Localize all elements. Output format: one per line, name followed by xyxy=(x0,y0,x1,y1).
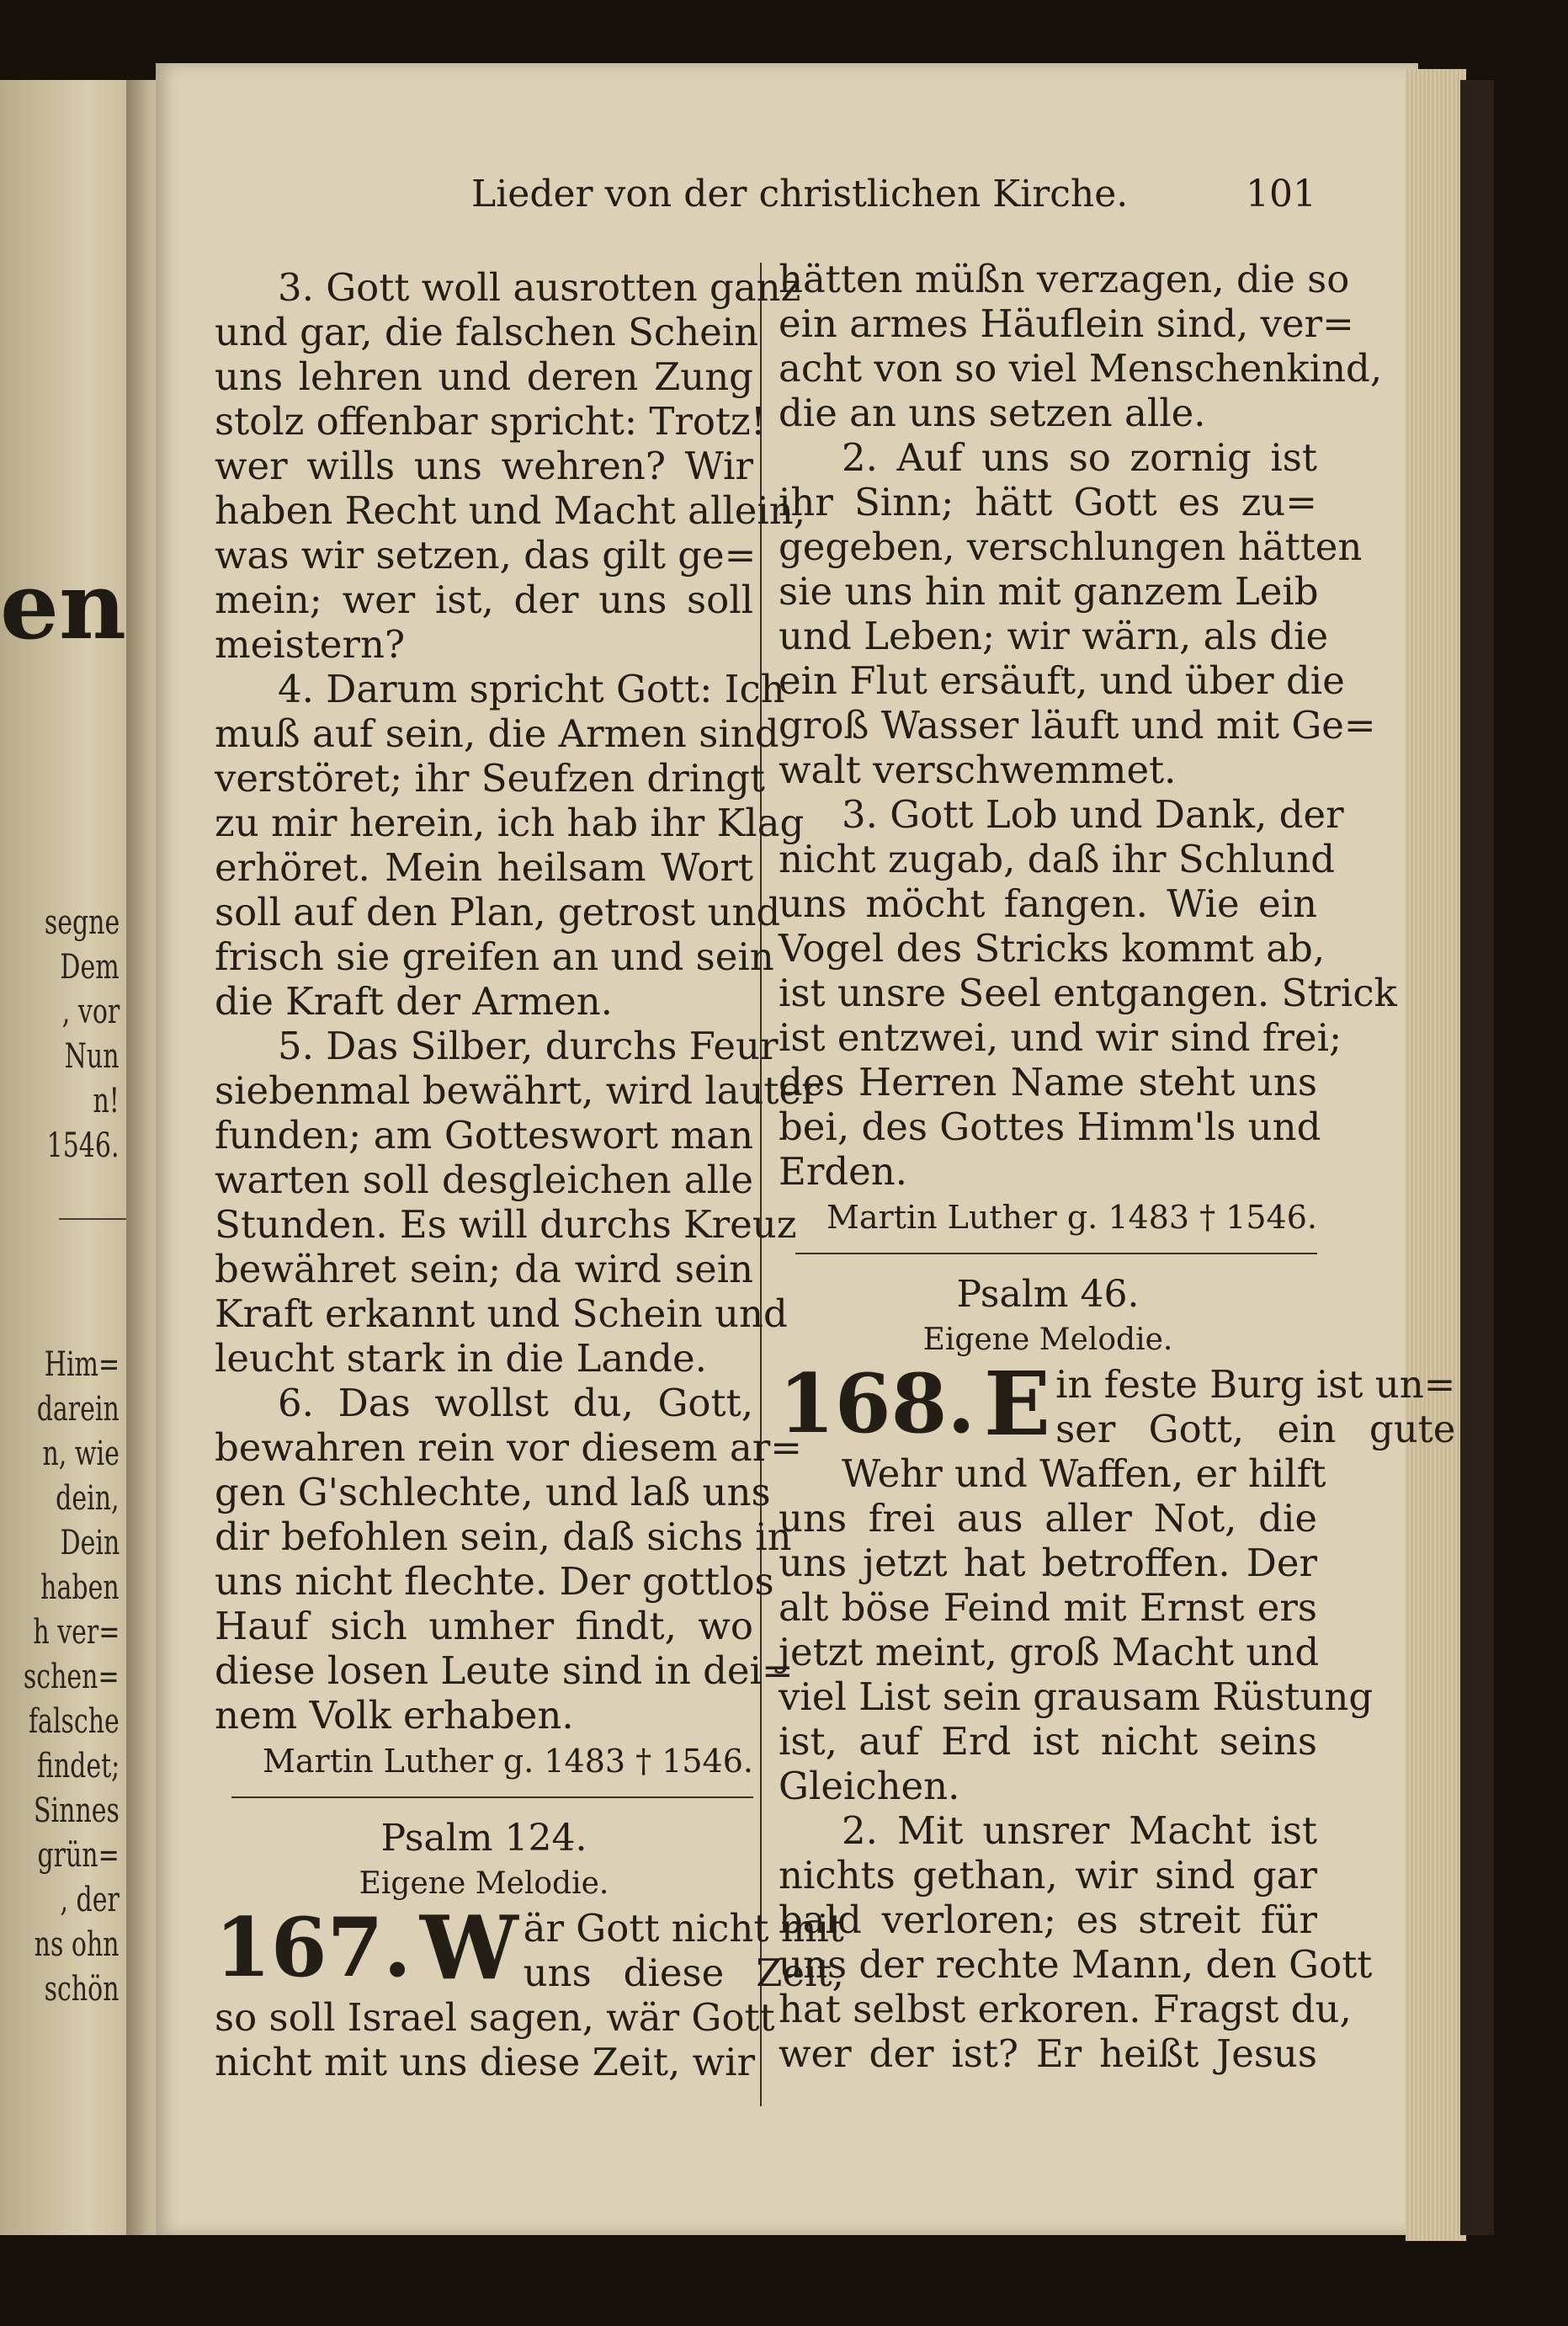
text-line: uns möcht fangen. Wie ein xyxy=(779,881,1317,926)
text-line: frisch sie greifen an und sein xyxy=(215,934,774,979)
left-page-rule xyxy=(59,1218,126,1220)
text-line: die Kraft der Armen. xyxy=(215,979,613,1024)
text-line: groß Wasser läuft und mit Ge= xyxy=(779,703,1376,748)
text-line: soll auf den Plan, getrost und xyxy=(215,890,781,934)
text-line: bewahren rein vor diesem ar= xyxy=(215,1425,802,1470)
fragment-line: 1546. xyxy=(47,1126,120,1165)
verse-2 xyxy=(779,435,1376,792)
fragment-line: , vor xyxy=(61,993,120,1031)
drop-cap: W xyxy=(419,1896,518,1999)
text-line: är Gott nicht mit xyxy=(523,1906,844,1951)
fragment-line: Nun xyxy=(65,1037,120,1076)
hymn-167-opening xyxy=(215,1896,844,1999)
text-line: des Herren Name steht uns xyxy=(779,1060,1317,1104)
text-line: jetzt meint, groß Macht und xyxy=(779,1630,1320,1674)
text-line: sie uns hin mit ganzem Leib xyxy=(779,569,1319,614)
text-line: so soll Israel sagen, wär Gott xyxy=(215,1995,775,2040)
text-line: zu mir herein, ich hab ihr Klag xyxy=(215,801,805,845)
text-line: 3. Gott woll ausrotten ganz xyxy=(278,265,801,310)
fragment-line: findet; xyxy=(36,1747,120,1786)
hymn-number: 167. xyxy=(215,1900,412,1995)
text-line: nicht mit uns diese Zeit, wir xyxy=(215,2040,756,2084)
text-line: funden; am Gotteswort man xyxy=(215,1113,753,1158)
section-rule xyxy=(795,1253,1317,1254)
text-line: 3. Gott Lob und Dank, der xyxy=(842,792,1344,837)
text-line: wer der ist? Er heißt Jesus xyxy=(779,2031,1317,2076)
verse-3 xyxy=(215,265,806,667)
melody-note: Eigene Melodie. xyxy=(359,1866,609,1901)
right-column xyxy=(779,257,1456,2076)
text-line: viel List sein grausam Rüstung xyxy=(779,1674,1374,1719)
book-cover xyxy=(1460,80,1494,2235)
fragment-line: dein, xyxy=(56,1479,120,1518)
text-line: acht von so viel Menschenkind, xyxy=(779,346,1383,391)
text-line: 4. Darum spricht Gott: Ich xyxy=(278,667,785,711)
fragment-line: ns ohn xyxy=(35,1925,120,1964)
text-line: 2. Mit unsrer Macht ist xyxy=(842,1808,1317,1853)
fragment-line: segne xyxy=(44,903,120,942)
verse-2b xyxy=(779,1808,1373,2076)
text-line: und gar, die falschen Schein xyxy=(215,310,759,354)
text-line: was wir setzen, das gilt ge= xyxy=(215,533,757,578)
fragment-line: n! xyxy=(93,1082,120,1120)
text-line: nichts gethan, wir sind gar xyxy=(779,1853,1317,1898)
text-line: meistern? xyxy=(215,622,406,667)
hymn-168-opening xyxy=(779,1352,1456,1456)
hymn-number: 168. xyxy=(779,1356,975,1451)
drop-cap: E xyxy=(983,1352,1051,1456)
text-line: die an uns setzen alle. xyxy=(779,391,1206,435)
text-line: bewähret sein; da wird sein xyxy=(215,1247,753,1291)
text-line: uns diese Zeit, xyxy=(523,1951,844,1995)
text-line: mein; wer ist, der uns soll xyxy=(215,578,753,622)
section-rule xyxy=(231,1796,753,1798)
text-line: gen G'schlechte, und laß uns xyxy=(215,1470,771,1514)
attribution: Martin Luther g. 1483 † 1546. xyxy=(262,1743,753,1780)
text-line: Wehr und Waffen, er hilft xyxy=(842,1451,1326,1496)
text-line: bald verloren; es streit für xyxy=(779,1898,1317,1942)
text-line: nicht zugab, daß ihr Schlund xyxy=(779,837,1336,881)
text-line: ein armes Häuflein sind, ver= xyxy=(779,301,1354,346)
text-line: haben Recht und Macht allein, xyxy=(215,488,806,533)
text-line: ist entzwei, und wir sind frei; xyxy=(779,1015,1342,1060)
text-line: walt verschwemmet. xyxy=(779,748,1177,792)
text-line: 2. Auf uns so zornig ist xyxy=(842,435,1317,480)
text-line: gegeben, verschlungen hätten xyxy=(779,524,1363,569)
fragment-line: , der xyxy=(60,1881,120,1919)
text-line: erhöret. Mein heilsam Wort xyxy=(215,845,753,890)
verse-6 xyxy=(215,1381,802,1738)
text-line: Hauf sich umher findt, wo xyxy=(215,1604,753,1648)
text-line: ist unsre Seel entgangen. Strick xyxy=(779,971,1397,1015)
text-line: Kraft erkannt und Schein und xyxy=(215,1291,788,1336)
text-line: hätten müßn verzagen, die so xyxy=(779,257,1350,301)
text-line: nem Volk erhaben. xyxy=(215,1693,574,1738)
text-line: Erden. xyxy=(779,1149,908,1194)
text-line: siebenmal bewährt, wird lauter xyxy=(215,1068,820,1113)
text-line: in feste Burg ist un= xyxy=(1055,1362,1456,1407)
column-divider xyxy=(760,263,762,2106)
text-line: verstöret; ihr Seufzen dringt xyxy=(215,756,766,801)
attribution: Martin Luther g. 1483 † 1546. xyxy=(826,1199,1317,1236)
text-line: Vogel des Stricks kommt ab, xyxy=(779,926,1326,971)
hymn-168-lines xyxy=(779,1451,1374,1808)
hymn-167-lines xyxy=(215,1995,775,2084)
left-page-large-text: en xyxy=(0,551,126,660)
melody-note: Eigene Melodie. xyxy=(922,1323,1173,1357)
fragment-line: Him= xyxy=(44,1345,120,1384)
text-line: uns jetzt hat betroffen. Der xyxy=(779,1541,1317,1585)
text-line: ist, auf Erd ist nicht seins xyxy=(779,1719,1317,1764)
text-line: Gleichen. xyxy=(779,1764,960,1808)
fragment-line: h ver= xyxy=(32,1613,120,1652)
text-line: hat selbst erkoren. Fragst du, xyxy=(779,1987,1352,2031)
text-line: ser Gott, ein gute xyxy=(1055,1407,1456,1451)
text-line: bei, des Gottes Himm'ls und xyxy=(779,1104,1321,1149)
fragment-line: darein xyxy=(36,1390,120,1429)
left-page-fragment xyxy=(0,80,126,2235)
verse-3 xyxy=(779,792,1397,1194)
verse-5 xyxy=(215,1024,820,1381)
text-line: ihr Sinn; hätt Gott es zu= xyxy=(779,480,1317,524)
text-line: uns lehren und deren Zung xyxy=(215,354,753,399)
fragment-line: Dem xyxy=(60,948,120,987)
psalm-heading: Psalm 124. xyxy=(380,1817,587,1860)
continuation xyxy=(779,257,1383,435)
text-line: 6. Das wollst du, Gott, xyxy=(278,1381,753,1425)
text-line: uns frei aus aller Not, die xyxy=(779,1496,1317,1541)
text-line: dir befohlen sein, daß sichs in xyxy=(215,1514,792,1559)
fragment-line: n, wie xyxy=(42,1434,120,1473)
text-line: alt böse Feind mit Ernst ers xyxy=(779,1585,1317,1630)
fragment-line: falsche xyxy=(29,1702,120,1741)
text-line: uns der rechte Mann, den Gott xyxy=(779,1942,1373,1987)
text-line: leucht stark in die Lande. xyxy=(215,1336,707,1381)
text-line: stolz offenbar spricht: Trotz! xyxy=(215,399,766,444)
text-line: uns nicht flechte. Der gottlos xyxy=(215,1559,774,1604)
header-title: Lieder von der christlichen Kirche. xyxy=(471,173,1129,216)
fragment-line: Dein xyxy=(60,1524,120,1562)
verse-4 xyxy=(215,667,805,1024)
text-line: ein Flut ersäuft, und über die xyxy=(779,658,1345,703)
page-number: 101 xyxy=(1246,173,1316,216)
text-line: 5. Das Silber, durchs Feur xyxy=(278,1024,779,1068)
fragment-line: schön xyxy=(45,1970,120,2009)
text-line: muß auf sein, die Armen sind xyxy=(215,711,779,756)
text-line: warten soll desgleichen alle xyxy=(215,1158,753,1202)
hymn-first-lines xyxy=(1055,1362,1455,1451)
psalm-heading: Psalm 46. xyxy=(956,1273,1140,1316)
fragment-line: Sinnes xyxy=(34,1791,120,1830)
text-line: diese losen Leute sind in dei= xyxy=(215,1648,794,1693)
text-line: Stunden. Es will durchs Kreuz xyxy=(215,1202,797,1247)
text-line: und Leben; wir wärn, als die xyxy=(779,614,1329,658)
text-line: wer wills uns wehren? Wir xyxy=(215,444,753,488)
page-edges xyxy=(1406,69,1466,2241)
fragment-line: haben xyxy=(40,1568,120,1607)
fragment-line: schen= xyxy=(24,1658,120,1696)
fragment-line: grün= xyxy=(37,1836,120,1875)
